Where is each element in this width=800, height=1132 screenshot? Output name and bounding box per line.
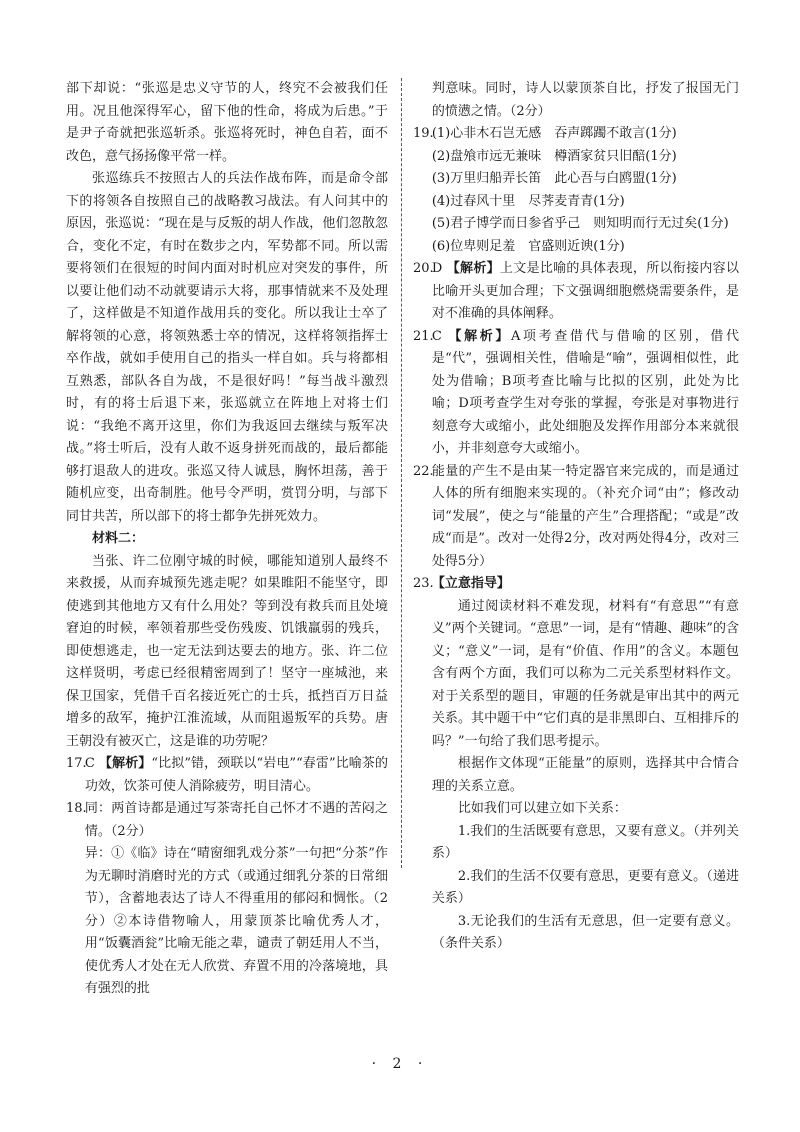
answer-22 <box>413 461 739 574</box>
answer-21 <box>413 326 739 461</box>
dictation-item: (5)君子博学而日参省乎己 则知明而行无过矣(1分) <box>431 216 729 231</box>
dictation-item: (6)位卑则足羞 官盛则近谀(1分) <box>431 238 625 254</box>
answer-18 <box>66 798 388 1001</box>
question-number: 22. <box>413 463 434 479</box>
relation-example: 2.我们的生活不仅要有意思，更要有意义。（递进关系） <box>431 868 739 906</box>
answer-choice: C <box>84 756 95 771</box>
material-2-heading: 材料二： <box>92 531 145 546</box>
answer-20 <box>413 258 739 326</box>
relation-example: 1.我们的生活既要有意思，又要有意义。（并列关系） <box>431 823 739 861</box>
question-number: 17. <box>66 756 87 771</box>
answer-19 <box>413 123 739 258</box>
question-number: 20. <box>413 261 434 276</box>
question-number: 19. <box>413 126 434 141</box>
answer-23 <box>413 573 739 596</box>
right-column <box>413 78 739 956</box>
analysis-text: 上文是比喻的具体表现，所以衔接内容以比喻开头更加合理；下文强调细胞燃烧需要条件，是对不准确的具体阐释。 <box>431 261 739 321</box>
answer-text: 同：两首诗都是通过写茶寄托自己怀才不遇的苦闷之情。（2分） <box>84 801 388 839</box>
answer-text: 能量的产生不是由某一特定器官来完成的，而是通过人体的所有细胞来实现的。（补充介词“由”；修改动词“发展”，使之与“能量的产生”合理搭配；“或是”改成“而是”。改对一处得2分，改对两处得4分，改对三处得5分） <box>431 463 739 569</box>
analysis-text: “比拟”错，颈联以“岩电”“春雷”比喻茶的功效，饮茶可使人消除疲劳，明目清心。 <box>84 756 388 794</box>
question-number: 23. <box>413 576 434 591</box>
dictation-item: (3)万里归船弄长笛 此心吾与白鸥盟(1分) <box>431 171 677 186</box>
dictation-item: (4)过春风十里 尽荠麦青青(1分) <box>431 193 625 209</box>
analysis-label: 【解析】 <box>99 756 152 771</box>
answer-choice: C <box>431 328 442 344</box>
question-number: 21. <box>413 328 434 344</box>
translation-paragraph-3: 当张、许二位刚守城的时候，哪能知道别人最终不来救援，从而弃城预先逃走呢？如果睢阳不能坚守，即使逃到其他地方又有什么用处？等到没有救兵而且处境窘迫的时候，率领着那些受伤残废、饥饿羸弱的残兵，即使想逃走，也一定无法到达要去的地方。张、许二位这样贤明，考虑已经很精密周到了！坚守一座城池，来保卫国家，凭借千百名接近死亡的士兵，抵挡百万日益增多的敌军，掩护江淮流域，从而阻遏叛军的兵势。唐王朝没有被灭亡，这是谁的功劳呢？ <box>66 553 388 749</box>
left-column <box>66 78 388 1001</box>
translation-paragraph-2: 张巡练兵不按照古人的兵法作战布阵，而是命令部下的将领各自按照自己的战略教习战法。有人问其中的原因，张巡说：“现在是与反叛的胡人作战，他们忽散忽合，变化不定，有时在数步之内，军势都不同。所以需要将领们在很短的时间内面对时机应对突发的事件，所以要让他们动不动就要请示大将，那事情就来不及处理了，这样做是不知道作战用兵的变化。所以我让士卒了解将领的心意，将领熟悉士卒的情况，这样将领指挥士卒作战，就如手使用自己的指头一样自如。兵与将都相互熟悉，部队各自为战，不是很好吗！”每当战斗激烈时，有的将士后退下来，张巡就立在阵地上对将士们说：“我绝不离开这里，你们为我返回去继续与叛军决战。”将士听后，没有人敢不返身拼死而战的，最后都能够打退敌人的进攻。张巡又待人诚恳，胸怀坦荡，善于随机应变，出奇制胜。他号令严明，赏罚分明，与部下同甘共苦，所以部下的将士都争先拼死效力。 <box>66 171 388 524</box>
page-number: · 2 · <box>371 1056 429 1072</box>
guidance-paragraph: 根据作文体现“正能量”的原则，选择其中合情合理的关系立意。 <box>431 756 739 794</box>
guidance-label: 【立意指导】 <box>431 576 510 591</box>
analysis-label: 【解析】 <box>446 261 500 276</box>
translation-paragraph-1: 部下却说：“张巡是忠义守节的人，终究不会被我们任用。况且他深得军心，留下他的性命，将成为后患。”于是尹子奇就把张巡斩杀。张巡将死时，神色自若，面不改色，意气扬扬像平常一样。 <box>66 81 388 164</box>
analysis-label: 【解析】 <box>448 328 512 344</box>
guidance-paragraph: 通过阅读材料不难发现，材料有“有意思”“有意义”两个关键词。“意思”一词，是有“情趣、趣味”的含义；“意义”一词，是有“价值、作用”的含义。本题包含有两个方面，我们可以称为二元关系型材料作文。对于关系型的题目，审题的任务就是审出其中的两元关系。其中题干中“它们真的是非黑即白、互相排斥的吗？”一句给了我们思考提示。 <box>431 598 739 749</box>
column-divider <box>401 78 402 868</box>
dictation-item: (2)盘飧市远无兼味 樽酒家贫只旧醅(1分) <box>431 148 677 164</box>
question-number: 18. <box>66 801 87 816</box>
guidance-paragraph: 比如我们可以建立如下关系： <box>457 801 627 816</box>
answer-18-continued: 判意味。同时，诗人以蒙顶茶自比，抒发了报国无门的愤懑之情。（2分） <box>431 81 739 119</box>
answer-17 <box>66 753 388 798</box>
answer-choice: D <box>431 261 443 276</box>
answer-text: 异：①《临》诗在“晴窗细乳戏分茶”一句把“分茶”作为无聊时消磨时光的方式（或通过细乳分茶的日常细节），含蓄地表达了诗人不得重用的郁闷和惆怅。（2分）②本诗借物喻人，用蒙顶茶比喻优秀人才，用“饭囊酒瓮”比喻无能之辈，谴责了朝廷用人不当，使优秀人才处在无人欣赏、弃置不用的冷落境地，具有强烈的批 <box>84 846 388 996</box>
analysis-text: A项考查借代与借喻的区别，借代是“代”，强调相关性，借喻是“喻”，强调相似性，此处为借喻；B项考查比喻与比拟的区别，此处为比喻；D项考查学生对夸张的掌握，夸张是对事物进行刻意夸大或缩小，此处细胞及发挥作用部分本来就很小，并非刻意夸大或缩小。 <box>431 328 739 456</box>
relation-example: 3.无论我们的生活有无意思，但一定要有意义。（条件关系） <box>431 913 739 951</box>
dictation-item: (1)心非木石岂无感 吞声踯躅不敢言(1分) <box>431 126 677 141</box>
